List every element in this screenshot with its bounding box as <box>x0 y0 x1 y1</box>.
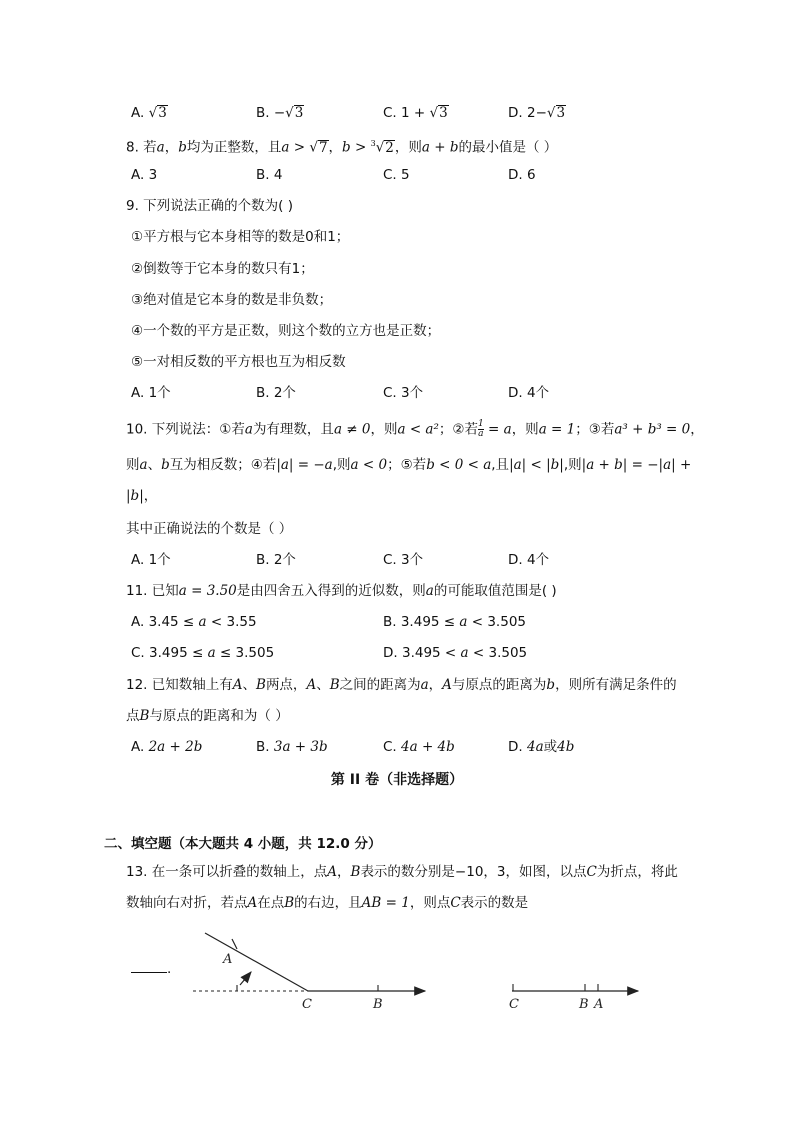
q8-option-a[interactable]: A. 3 <box>131 167 158 183</box>
q11-option-d[interactable]: D. 3.495 < a < 3.505 <box>383 645 528 661</box>
q7-option-b[interactable]: B. −√3 <box>256 105 304 121</box>
figure-result-number-line <box>500 975 645 1015</box>
q9-option-b[interactable]: B. 2个 <box>256 385 296 401</box>
q10-stem-line1: 10. 下列说法：①若a为有理数，且a ≠ 0，则a < a²；②若 $\frac{1}{a}$ = a，则a = 1；③若a³ + b³ = 0， <box>126 419 704 439</box>
q13-stem-line1: 13. 在一条可以折叠的数轴上，点A，B表示的数分别是−10，3，如图，以点C为折点，将此 <box>126 864 678 880</box>
q8-option-b[interactable]: B. 4 <box>256 167 283 183</box>
q7-option-d[interactable]: D. 2−√3 <box>508 105 566 121</box>
fig2-label-b: B <box>579 997 589 1012</box>
q11-option-c[interactable]: C. 3.495 ≤ a ≤ 3.505 <box>131 645 275 661</box>
q10-stem-line4: 其中正确说法的个数是（ ） <box>126 521 293 537</box>
q13-stem-line2: 数轴向右对折，若点A在点B的右边，且AB = 1，则点C表示的数是 <box>126 895 529 911</box>
q9-statement-1: ①平方根与它本身相等的数是0和1； <box>131 229 350 245</box>
part-two-heading: 第 II 卷（非选择题） <box>330 772 464 788</box>
q9-statement-2: ②倒数等于它本身的数只有1； <box>131 261 314 277</box>
q12-option-d[interactable]: D. 4a或4b <box>508 739 575 755</box>
q9-option-a[interactable]: A. 1个 <box>131 385 171 401</box>
figure-folded-number-line <box>185 925 435 1015</box>
q9-statement-5: ⑤一对相反数的平方根也互为相反数 <box>131 354 346 370</box>
q10-option-b[interactable]: B. 2个 <box>256 552 296 568</box>
q8-stem: 8. 若a，b均为正整数，且a > √7，b > $^3$√2，则a + b的最小值是（ ） <box>126 139 558 156</box>
q10-stem-line2: 则a、b互为相反数；④若|a| = −a,则a < 0；⑤若b < 0 < a,且|a| < |b|,则|a + b| = −|a| + <box>126 457 692 473</box>
q12-option-b[interactable]: B. 3a + 3b <box>256 739 328 755</box>
q8-option-d[interactable]: D. 6 <box>508 167 536 183</box>
q7-option-a[interactable]: A. √3 <box>131 105 167 121</box>
fig2-label-c: C <box>509 997 519 1012</box>
q9-option-c[interactable]: C. 3个 <box>383 385 424 401</box>
q9-statement-3: ③绝对值是它本身的数是非负数； <box>131 292 333 308</box>
q10-option-d[interactable]: D. 4个 <box>508 552 550 568</box>
q10-option-a[interactable]: A. 1个 <box>131 552 171 568</box>
fig1-label-c: C <box>302 997 312 1012</box>
fig1-label-b: B <box>373 997 383 1012</box>
q8-option-c[interactable]: C. 5 <box>383 167 410 183</box>
q11-option-b[interactable]: B. 3.495 ≤ a < 3.505 <box>383 614 526 630</box>
section-fill-in-heading: 二、填空题（本大题共 4 小题，共 12.0 分） <box>104 836 382 852</box>
q13-answer-blank[interactable]: . <box>131 960 171 978</box>
q10-stem-line3: |b|， <box>126 488 158 504</box>
q9-option-d[interactable]: D. 4个 <box>508 385 550 401</box>
q9-statement-4: ④一个数的平方是正数，则这个数的立方也是正数； <box>131 323 441 339</box>
q12-stem-line1: 12. 已知数轴上有A、B两点，A、B之间的距离为a，A与原点的距离为b，则所有满足条件的 <box>126 677 677 693</box>
q12-option-c[interactable]: C. 4a + 4b <box>383 739 455 755</box>
q10-option-c[interactable]: C. 3个 <box>383 552 424 568</box>
fig2-label-a: A <box>594 997 604 1012</box>
q7-option-c[interactable]: C. 1 + √3 <box>383 105 448 121</box>
q9-stem: 9. 下列说法正确的个数为( ) <box>126 198 293 214</box>
q11-option-a[interactable]: A. 3.45 ≤ a < 3.55 <box>131 614 257 630</box>
fig1-label-a: A <box>223 952 233 967</box>
q12-stem-line2: 点B与原点的距离和为（ ） <box>126 708 289 724</box>
q12-option-a[interactable]: A. 2a + 2b <box>131 739 203 755</box>
q11-stem: 11. 已知a = 3.50是由四舍五入得到的近似数，则a的可能取值范围是( ) <box>126 583 557 599</box>
